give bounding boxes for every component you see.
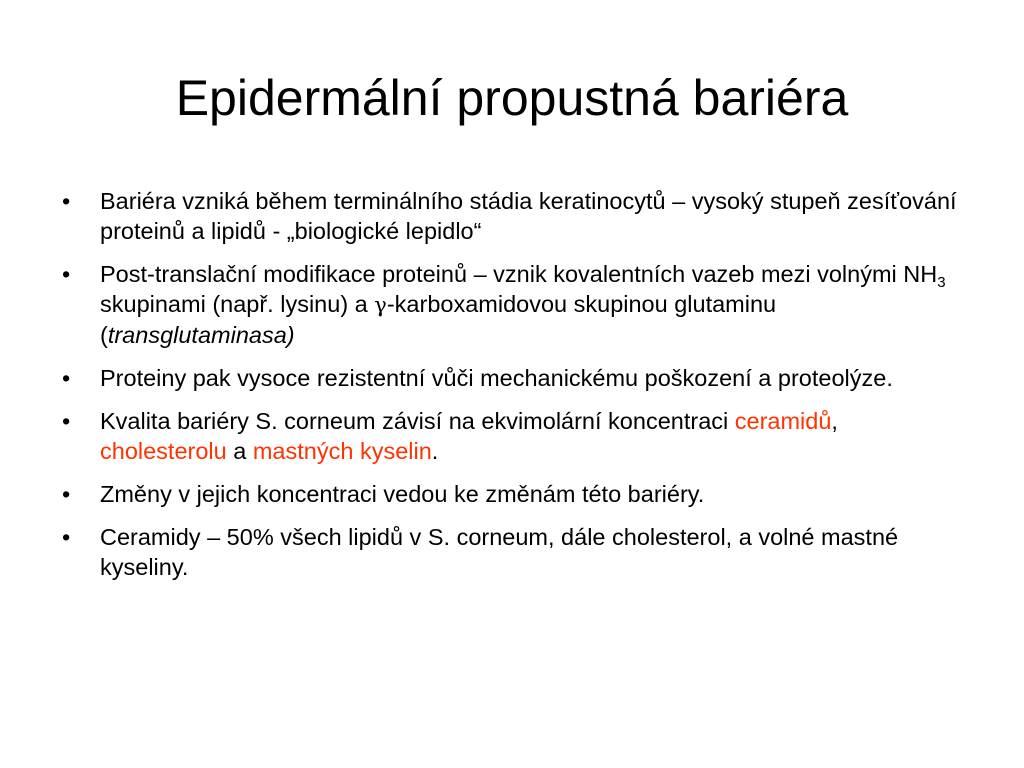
bullet-text: Proteiny pak vysoce rezistentní vůči mechanickému poškození a proteolýze.: [100, 365, 893, 391]
bullet-text-part: a: [226, 438, 253, 464]
highlight-ceramides: ceramidů: [734, 408, 832, 434]
bullet-marker: •: [62, 365, 71, 391]
bullet-item-ceramides: [62, 522, 962, 582]
bullet-item-concentration-changes: [62, 479, 962, 509]
bullet-text-part: Kvalita bariéry S. corneum závisí na ekvimolární koncentraci: [100, 408, 735, 434]
highlight-cholesterol: cholesterolu: [100, 438, 227, 464]
bullet-text-part: -karboxamidovou skupinou glutaminu (: [100, 291, 777, 348]
subscript-3: 3: [937, 274, 946, 291]
bullet-item-post-translational: [62, 259, 962, 350]
bullet-marker: •: [62, 408, 71, 434]
bullet-marker: •: [62, 261, 71, 287]
bullet-text: Bariéra vzniká během terminálního stádia keratinocytů – vysoký stupeň zesíťování proteinů a lipidů - „biologické lepidlo“: [100, 188, 957, 244]
bullet-text-part: skupinami (např. lysinu) a: [100, 291, 375, 317]
bullet-item-barrier-quality: [62, 406, 962, 466]
bullet-text: Ceramidy – 50% všech lipidů v S. corneum, dále cholesterol, a volné mastné kyseliny.: [100, 524, 899, 580]
bullet-text-part: .: [431, 438, 439, 464]
gamma-symbol: γ: [374, 293, 387, 317]
highlight-fatty-acids: mastných kyselin: [252, 438, 432, 464]
enzyme-name: transglutaminasa): [107, 322, 295, 348]
bullet-item-barrier-formation: [62, 186, 962, 246]
bullet-text-part: ,: [831, 408, 838, 434]
bullet-item-resistance: [62, 363, 962, 393]
bullet-marker: •: [62, 188, 71, 214]
bullet-marker: •: [62, 524, 71, 550]
bullet-text: Změny v jejich koncentraci vedou ke změnám této bariéry.: [100, 481, 705, 507]
bullet-list: [62, 186, 962, 582]
bullet-text-part: Post-translační modifikace proteinů – vznik kovalentních vazeb mezi volnými NH: [100, 261, 938, 287]
bullet-marker: •: [62, 481, 71, 507]
slide-title: Epidermální propustná bariéra: [175, 70, 849, 126]
